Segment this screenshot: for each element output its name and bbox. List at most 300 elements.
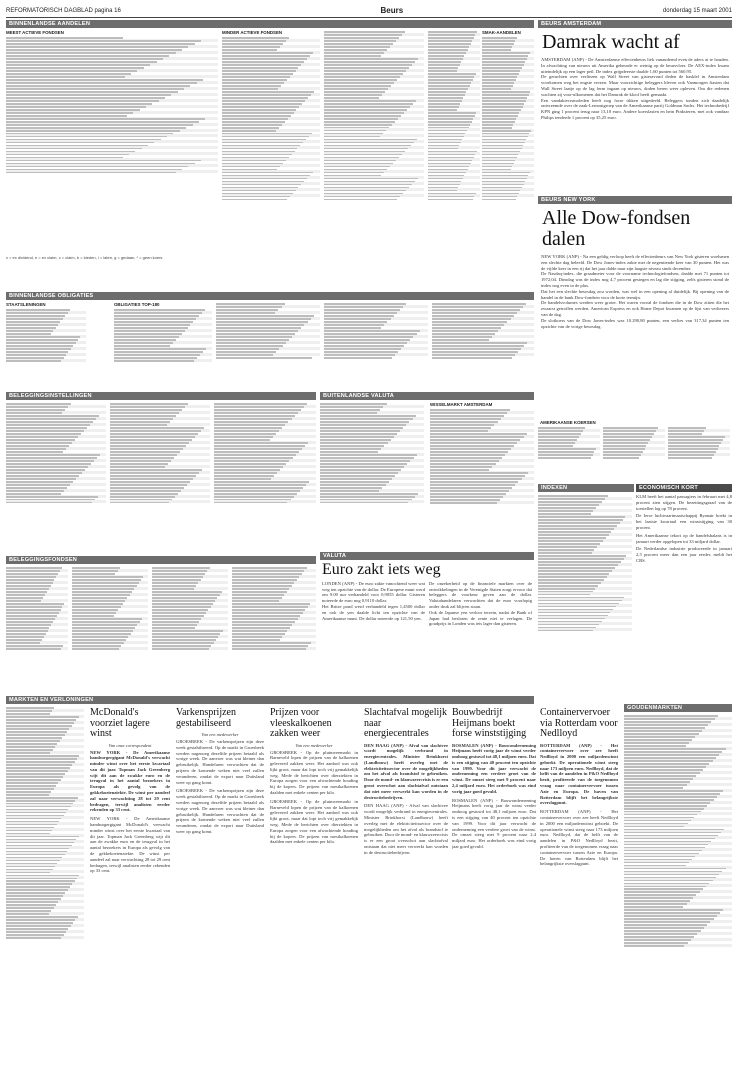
row-filler (624, 775, 696, 777)
table-row (110, 429, 210, 432)
row-filler (72, 609, 118, 611)
table-row (482, 132, 534, 135)
table-row (222, 57, 320, 60)
row-filler (110, 484, 187, 486)
row-filler (6, 97, 165, 99)
row-filler (6, 312, 68, 314)
economisch-item: De Ierse luchtvaartmaatschappij Ryanair boekt in het laatste kwartaal een winststijging van 30 procent. (636, 513, 732, 530)
table-row (214, 500, 316, 503)
row-filler (320, 490, 379, 492)
row-filler (6, 412, 62, 414)
row-filler (216, 315, 314, 317)
row-filler (324, 85, 391, 87)
row-filler (482, 73, 519, 75)
table-row (222, 90, 320, 93)
row-filler (214, 502, 287, 504)
row-filler (152, 576, 203, 578)
row-filler (222, 175, 310, 177)
table-row (6, 754, 84, 757)
row-filler (324, 315, 394, 317)
row-filler (6, 427, 87, 429)
row-filler (152, 591, 222, 593)
row-filler (216, 324, 304, 326)
row-filler (603, 433, 654, 435)
row-filler (430, 451, 508, 453)
row-filler (428, 88, 468, 90)
row-filler (6, 91, 178, 93)
row-filler (538, 546, 597, 548)
row-filler (6, 794, 49, 796)
row-filler (324, 190, 406, 192)
bond-table (6, 308, 86, 362)
table-row (6, 715, 84, 718)
section-bar: BELEGGINGSFONDSEN (6, 556, 316, 564)
section-fund-right (320, 392, 534, 552)
bond-table (114, 308, 212, 362)
row-filler (624, 715, 718, 717)
stock-column (482, 30, 534, 285)
row-filler (538, 600, 622, 602)
row-filler (538, 528, 614, 530)
row-filler (538, 519, 623, 521)
table-row (428, 111, 480, 114)
row-filler (6, 145, 148, 147)
article-paragraph: Ook de Japanse yen verloor terrein, nadat de Bank of Japan had besloten de rente niet te verlagen. De goudprijs in Londen was iets lager dan gisteren. (429, 609, 532, 627)
row-filler (222, 112, 294, 114)
table-row (214, 447, 316, 450)
row-filler (6, 788, 54, 790)
article-paragraph: De onzekerheid op de financiele markten over de ontwikkelingen in de Verenigde Staten zorgt ervoor dat beleggers de voorkeur geven aan de dollar. Valutahandelaren verwachten dat de euro voorlopig onder druk zal blijven staan. (429, 580, 532, 609)
row-filler (232, 639, 280, 641)
row-filler (538, 507, 596, 509)
row-filler (232, 576, 299, 578)
row-filler (538, 558, 624, 560)
row-filler (428, 130, 467, 132)
row-filler (538, 612, 610, 614)
row-filler (152, 630, 223, 632)
row-filler (6, 719, 76, 721)
row-filler (6, 785, 56, 787)
table-row (324, 137, 424, 140)
row-filler (428, 124, 470, 126)
row-filler (6, 136, 167, 138)
row-filler (222, 97, 308, 99)
table-row (324, 197, 424, 200)
row-filler (624, 724, 708, 726)
row-filler (624, 760, 713, 762)
table-row (428, 191, 480, 194)
row-filler (538, 591, 593, 593)
row-filler (320, 454, 417, 456)
row-filler (624, 838, 715, 840)
row-filler (320, 469, 401, 471)
table-row (482, 57, 534, 60)
row-filler (538, 501, 602, 503)
row-filler (324, 136, 380, 138)
row-filler (6, 758, 77, 760)
row-filler (6, 883, 72, 885)
article-body: ROTTERDAM (ANP) - Het containervervoer over zee heeft Nedlloyd in 2000 een miljardenwinst geboekt. De operationele winst steeg naar 173 miljoen euro. Nedlloyd, dat de helft van de aandelen in P&O Nedlloyd bezit, profiteerde van de toegenomen vraag naar containervervoer tussen Azie en Europa. De haven van Rotterdam blijft het belangrijkste overslagpunt. (540, 809, 618, 867)
row-filler (538, 588, 595, 590)
row-filler (624, 820, 691, 822)
row-filler (668, 427, 706, 429)
row-filler (428, 103, 460, 105)
row-filler (6, 633, 46, 635)
row-filler (324, 336, 413, 338)
row-filler (624, 918, 714, 920)
row-filler (72, 648, 119, 650)
row-filler (222, 121, 285, 123)
table-row (6, 647, 68, 650)
row-filler (624, 832, 721, 834)
row-filler (320, 427, 403, 429)
fund-column (6, 566, 68, 692)
row-filler (214, 439, 270, 441)
row-filler (6, 848, 69, 850)
table-row (538, 560, 632, 563)
row-filler (320, 457, 414, 459)
row-filler (214, 463, 286, 465)
table-row (222, 137, 320, 140)
row-filler (482, 100, 526, 102)
row-filler (324, 148, 408, 150)
table-row (320, 492, 424, 495)
row-filler (428, 115, 475, 117)
row-filler (222, 199, 287, 201)
table-row (6, 500, 106, 503)
table-row (222, 173, 320, 176)
row-filler (428, 82, 471, 84)
row-filler (6, 472, 82, 474)
row-filler (216, 318, 311, 320)
row-filler (482, 76, 517, 78)
row-filler (428, 46, 469, 48)
row-filler (214, 475, 274, 477)
row-filler (6, 728, 69, 730)
row-filler (6, 148, 142, 150)
row-filler (72, 630, 133, 632)
koersen-table (538, 426, 600, 459)
row-filler (324, 324, 384, 326)
row-filler (6, 761, 75, 763)
table-row (6, 566, 68, 569)
bond-column (324, 302, 428, 388)
row-filler (110, 463, 168, 465)
row-filler (482, 118, 516, 120)
row-filler (324, 121, 395, 123)
row-filler (152, 609, 208, 611)
table-row (6, 569, 68, 572)
row-filler (6, 573, 58, 575)
row-filler (482, 40, 515, 42)
table-row (6, 84, 218, 87)
row-filler (6, 806, 71, 808)
row-filler (324, 142, 414, 144)
row-filler (324, 55, 381, 57)
row-filler (214, 409, 301, 411)
row-filler (668, 451, 716, 453)
row-filler (668, 448, 718, 450)
row-filler (6, 49, 182, 51)
table-row (232, 602, 316, 605)
row-filler (624, 823, 688, 825)
row-filler (430, 457, 502, 459)
row-filler (432, 354, 515, 356)
row-filler (6, 734, 65, 736)
row-filler (538, 609, 613, 611)
row-filler (222, 61, 304, 63)
row-filler (624, 727, 705, 729)
row-filler (152, 621, 199, 623)
row-filler (432, 336, 492, 338)
row-filler (6, 746, 55, 748)
row-filler (110, 436, 195, 438)
row-filler (114, 342, 173, 344)
row-filler (6, 863, 57, 865)
table-row (114, 347, 212, 350)
row-filler (624, 888, 703, 890)
row-filler (214, 412, 298, 414)
row-filler (214, 484, 306, 486)
table-row (214, 480, 316, 483)
row-filler (6, 321, 60, 323)
row-filler (6, 336, 80, 338)
section-beurs-new-york (538, 196, 732, 420)
row-filler (232, 621, 295, 623)
masthead-section-title: Beurs (380, 6, 404, 15)
row-filler (482, 103, 524, 105)
meest-actieve-column (6, 30, 218, 250)
table-row (324, 332, 428, 335)
table-row (432, 344, 534, 347)
section-goudenmarkten (624, 704, 732, 1062)
row-filler (603, 439, 650, 441)
row-filler (6, 824, 57, 826)
row-filler (428, 154, 475, 156)
row-filler (603, 430, 656, 432)
row-filler (430, 439, 520, 441)
table-row (482, 93, 534, 96)
row-filler (6, 585, 51, 587)
row-filler (6, 339, 78, 341)
row-filler (6, 342, 76, 344)
row-filler (6, 115, 127, 117)
row-filler (6, 901, 58, 903)
table-row (428, 30, 480, 33)
row-filler (324, 79, 397, 81)
row-filler (624, 862, 689, 864)
row-filler (152, 597, 217, 599)
row-filler (324, 342, 407, 344)
row-filler (320, 412, 377, 414)
row-filler (430, 481, 518, 483)
row-filler (6, 624, 51, 626)
row-filler (482, 139, 526, 141)
row-filler (428, 91, 466, 93)
row-filler (6, 716, 79, 718)
row-filler (6, 803, 73, 805)
row-filler (430, 499, 500, 501)
koersen-table (668, 426, 730, 459)
row-filler (214, 469, 280, 471)
row-filler (482, 133, 529, 135)
section-obligaties (6, 292, 534, 388)
row-filler (214, 403, 307, 405)
row-filler (6, 752, 50, 754)
row-filler (482, 94, 529, 96)
row-filler (6, 415, 99, 417)
table-row (6, 879, 84, 882)
row-filler (232, 606, 308, 608)
row-filler (6, 606, 62, 608)
row-filler (482, 142, 525, 144)
row-filler (482, 82, 514, 84)
row-filler (320, 415, 416, 417)
row-filler (6, 82, 197, 84)
article-headline: Bouwbedrijf Heijmans boekt forse winststijging (452, 708, 527, 739)
row-filler (324, 112, 404, 114)
row-filler (72, 621, 140, 623)
row-filler (428, 178, 463, 180)
table-row (6, 873, 84, 876)
table-row (624, 872, 732, 875)
row-filler (624, 871, 722, 873)
bond-column (432, 302, 534, 388)
row-filler (216, 336, 292, 338)
row-filler (72, 579, 141, 581)
table-row (114, 314, 212, 317)
row-filler (320, 487, 382, 489)
row-filler (624, 814, 697, 816)
table-row (222, 51, 320, 54)
row-filler (428, 160, 472, 162)
fund-table (110, 402, 210, 503)
row-filler (222, 130, 276, 132)
row-filler (222, 82, 284, 84)
row-filler (324, 169, 387, 171)
row-filler (110, 448, 183, 450)
row-filler (428, 118, 473, 120)
row-filler (6, 442, 72, 444)
row-filler (6, 100, 159, 102)
table-row (624, 869, 732, 872)
subhead: AMERIKAANSE KOERSEN (540, 420, 596, 425)
row-filler (6, 324, 58, 326)
row-filler (603, 454, 641, 456)
indexen-column (538, 494, 632, 698)
row-filler (216, 303, 285, 305)
table-row (324, 60, 424, 63)
row-filler (72, 576, 143, 578)
row-filler (603, 451, 643, 453)
row-filler (6, 722, 74, 724)
row-filler (6, 779, 61, 781)
row-filler (624, 903, 687, 905)
row-filler (320, 451, 378, 453)
row-filler (324, 345, 404, 347)
row-filler (6, 490, 64, 492)
table-row (538, 521, 632, 524)
table-row (6, 158, 218, 161)
row-filler (222, 166, 280, 168)
row-filler (222, 85, 281, 87)
row-filler (428, 190, 457, 192)
row-filler (6, 931, 66, 933)
table-row (430, 501, 534, 504)
row-filler (6, 46, 188, 48)
row-filler (110, 466, 165, 468)
row-filler (6, 567, 62, 569)
article-paragraph: De Nasdaq-index, die graadmeter voor de voorname technologiefondsen, daalde met 71 punten tot 1972,04. Dinsdag was de index nog 4,7 procent gestegen en lag die stijging, zelfs gisteren stond de index nog even in de plus. (541, 271, 729, 288)
row-filler (222, 115, 291, 117)
row-filler (232, 597, 282, 599)
row-filler (538, 445, 573, 447)
table-row (624, 792, 732, 795)
row-filler (624, 930, 701, 932)
row-filler (6, 913, 49, 915)
row-filler (428, 67, 458, 69)
row-filler (114, 324, 190, 326)
row-filler (214, 460, 289, 462)
row-filler (6, 731, 67, 733)
table-row (114, 308, 212, 311)
section-bar: GOUDENMARKTEN (624, 704, 732, 712)
table-row (214, 402, 316, 405)
article-headline: Alle Dow-fondsen dalen (542, 207, 691, 250)
row-filler (538, 567, 615, 569)
article-vleeskalkoenen (270, 708, 358, 1062)
row-filler (324, 357, 392, 359)
row-filler (324, 115, 401, 117)
koersen-column (668, 426, 730, 478)
subhead: STAATSLENINGEN (6, 302, 46, 307)
table-row (214, 444, 316, 447)
article-paragraph: De handelsvolumes werden weer groter. Het waren vooral de fondsen die in de Dow zitten die het zwaarst getroffen werden. American Express en ook Home Depot kwamen op de lijst van verliezers van de dag. (541, 300, 729, 317)
row-filler (222, 187, 298, 189)
row-filler (428, 55, 464, 57)
table-row (324, 63, 424, 66)
article-headline: Containervervoer via Rotterdam voor Nedlloyd (540, 708, 618, 739)
article-byline: Van een medewerker (295, 742, 333, 748)
table-row (216, 320, 320, 323)
row-filler (432, 303, 526, 305)
table-row (324, 176, 424, 179)
row-filler (624, 883, 709, 885)
row-filler (214, 427, 282, 429)
row-filler (428, 85, 470, 87)
table-row (214, 483, 316, 486)
row-filler (668, 439, 723, 441)
row-filler (324, 82, 394, 84)
row-filler (222, 181, 304, 183)
article-body: NEW YORK - De Amerikaanse hamburgergigant McDonald's verwacht minder winst over het eerste kwartaal van dit jaar. Topman Jack Greenberg wijt dit aan de zwakke euro en de terugval in het aantal bezoekers in Europa als gevolg van de gekkekoeienziekte. De winst per aandeel zal naar verwachting 28 tot 29 cent bedragen, terwijl analisten eerder rekenden op 33 cent. (90, 816, 170, 874)
row-filler (432, 345, 524, 347)
table-row (232, 605, 316, 608)
row-filler (232, 615, 300, 617)
table-row (320, 498, 424, 501)
row-filler (6, 791, 51, 793)
row-filler (222, 193, 293, 195)
table-row (152, 593, 228, 596)
row-filler (6, 88, 184, 90)
row-filler (222, 49, 277, 51)
row-filler (110, 499, 172, 501)
table-row (668, 435, 730, 438)
row-filler (320, 403, 387, 405)
row-filler (6, 860, 60, 862)
row-filler (432, 315, 514, 317)
row-filler (6, 839, 76, 841)
